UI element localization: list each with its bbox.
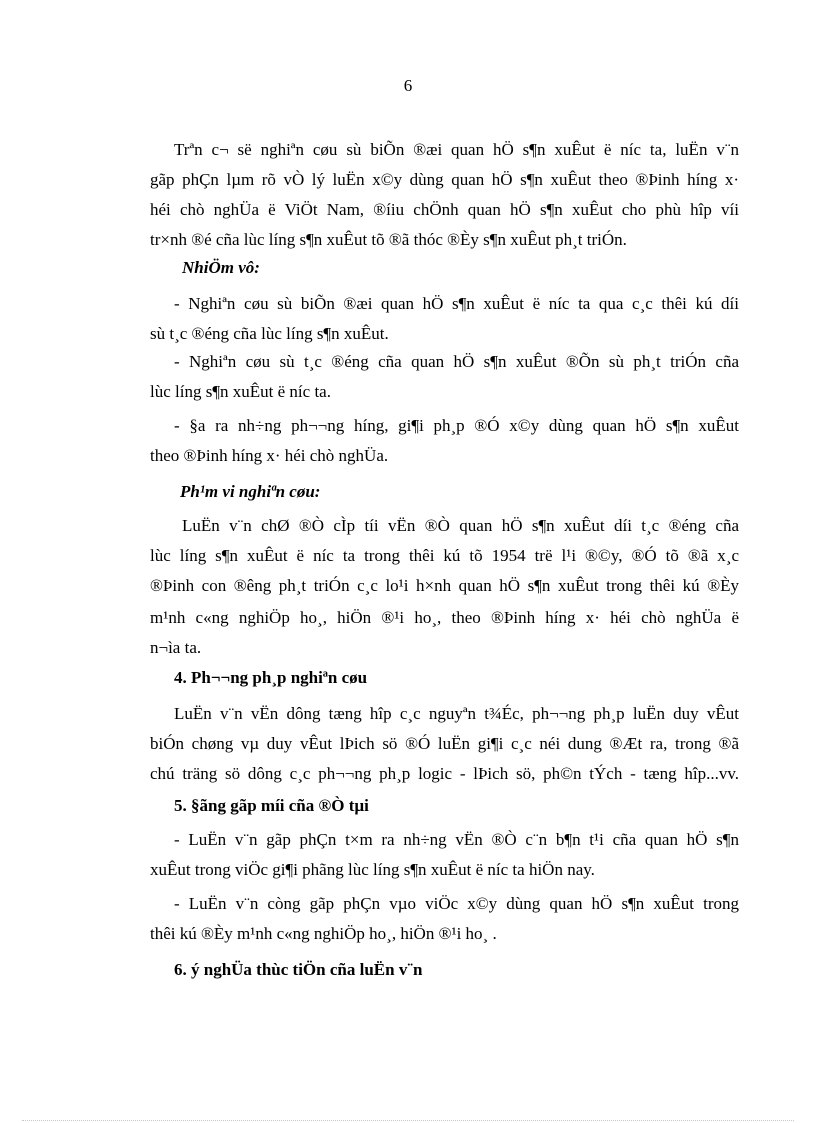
text-line: chú träng sö dông c¸c ph¬¬ng ph¸p logic - lÞich sö, ph©n tÝch - tæng hîp...vv. (150, 764, 739, 783)
text-line: - Nghiªn cøu sù t¸c ®éng cña quan hÖ s¶n xuÊut ®Õn sù ph¸t triÓn cña (174, 352, 739, 371)
text-line: n¬ìa ta. (150, 638, 202, 657)
page-edge-divider (22, 1120, 794, 1121)
heading-text: 4. Ph¬¬ng ph¸p nghiªn cøu (174, 668, 368, 687)
heading-text: Ph¹m vi nghiªn cøu: (180, 482, 321, 501)
heading-text: 6. ý nghÜa thùc tiÖn cña luËn v¨n (174, 960, 423, 979)
text-line: LuËn v¨n vËn dông tæng hîp c¸c nguyªn t¾Éc, ph¬¬ng ph¸p luËn duy vÊut (174, 704, 739, 723)
text-line: Trªn c¬ së nghiªn cøu sù biÕn ®æi quan hÖ s¶n xuÊut ë níc ta, luËn v¨n (174, 140, 739, 159)
heading-text: NhiÖm vô: (182, 258, 260, 277)
text-line: LuËn v¨n chØ ®Ò cÌp tíi vËn ®Ò quan hÖ s¶n xuÊut díi t¸c ®éng cña (182, 516, 739, 535)
intro-paragraph (150, 140, 739, 250)
text-line: lùc líng s¶n xuÊut ë níc ta trong thêi kú tõ 1954 trë l¹i ®©y, ®Ó tõ ®ã x¸c (150, 546, 739, 565)
text-line: tr×nh ®é cña lùc líng s¶n xuÊut tõ ®ã thóc ®Èy s¶n xuÊut ph¸t triÓn. (150, 230, 627, 249)
heading-text: 5. §ãng gãp míi cña ®Ò tµi (174, 796, 369, 815)
text-line: m¹nh c«ng nghiÖp ho¸, hiÖn ®¹i ho¸, theo ®Þinh híng x· héi chò nghÜa ë (150, 608, 739, 627)
text-line: - §a ra nh÷ng ph¬¬ng híng, gi¶i ph¸p ®Ó x©y dùng quan hÖ s¶n xuÊut (174, 416, 739, 435)
text-line: - LuËn v¨n gãp phÇn t×m ra nh÷ng vËn ®Ò c¨n b¶n t¹i cña quan hÖ s¶n (174, 830, 739, 849)
text-line: héi chò nghÜa ë ViÖt Nam, ®íiu chÖnh quan hÖ s¶n xuÊut cho phù hîp víi (150, 200, 739, 219)
text-line: lùc líng s¶n xuÊut ë níc ta. (150, 382, 331, 401)
text-line: theo ®Þinh híng x· héi chò nghÜa. (150, 446, 389, 465)
page-number: 6 (403, 76, 413, 95)
text-line: - Nghiªn cøu sù biÕn ®æi quan hÖ s¶n xuÊut ë níc ta qua c¸c thêi kú díi (174, 294, 739, 313)
text-line: thêi kú ®Èy m¹nh c«ng nghiÖp ho¸, hiÖn ®¹i ho¸ . (150, 924, 497, 943)
text-line: xuÊut trong viÖc gi¶i phãng lùc líng s¶n xuÊut ë níc ta hiÖn nay. (150, 860, 595, 879)
text-line: gãp phÇn lµm rõ vÒ lý luËn x©y dùng quan hÖ s¶n xuÊut theo ®Þinh híng x· (150, 170, 739, 189)
text-line: ®Þinh con ®êng ph¸t triÓn c¸c lo¹i h×nh quan hÖ s¶n xuÊut trong thêi kú ®Èy (150, 576, 739, 595)
text-line: biÓn chøng vµ duy vÊut lÞich sö ®Ó luËn gi¶i c¸c néi dung ®Æt ra, trong ®ã (150, 734, 739, 753)
text-line: - LuËn v¨n còng gãp phÇn vµo viÖc x©y dùng quan hÖ s¶n xuÊut trong (174, 894, 739, 913)
text-line: sù t¸c ®éng cña lùc líng s¶n xuÊut. (150, 324, 389, 343)
